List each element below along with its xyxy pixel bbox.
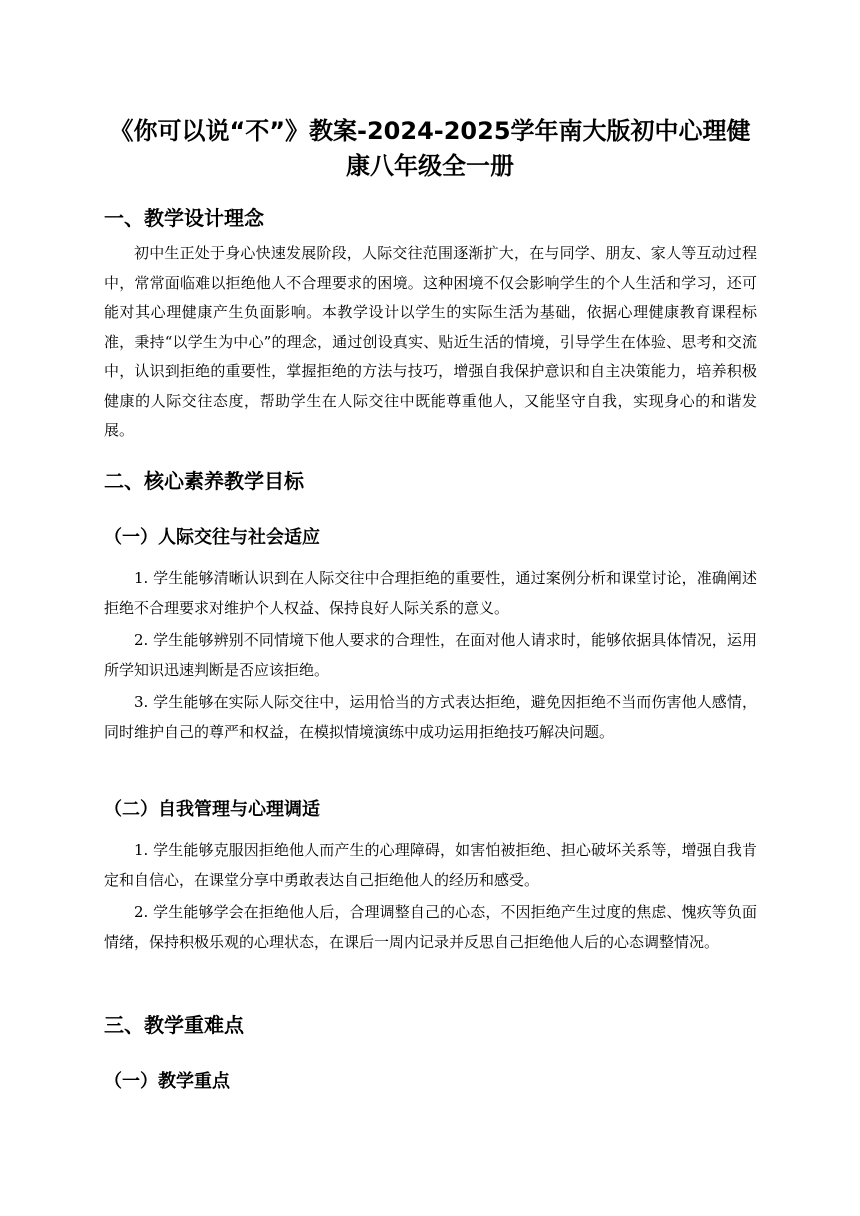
- design-concept-paragraph: 初中生正处于身心快速发展阶段，人际交往范围逐渐扩大，在与同学、朋友、家人等互动过程中，常常面临难以拒绝他人不合理要求的困境。这种困境不仅会影响学生的个人生活和学习，还可能对其心理健康产生负面影响。本教学设计以学生的实际生活为基础，依据心理健康教育课程标准，秉持“以学生为中心”的理念，通过创设真实、贴近生活的情境，引导学生在体验、思考和交流中，认识到拒绝的重要性，掌握拒绝的方法与技巧，增强自我保护意识和自主决策能力，培养积极健康的人际交往态度，帮助学生在人际交往中既能尊重他人，又能坚守自我，实现身心的和谐发展。: [104, 244, 757, 439]
- subsection-heading-self-management: （二）自我管理与心理调适: [104, 799, 320, 820]
- goal-item: 2. 学生能够辨别不同情境下他人要求的合理性，在面对他人请求时，能够依据具体情况，运用所学知识迅速判断是否应该拒绝。: [104, 631, 757, 679]
- section-heading-design-concept: 一、教学设计理念: [104, 206, 264, 230]
- subsection-heading-teaching-focus: （一）教学重点: [104, 1071, 230, 1092]
- goal-item: 1. 学生能够清晰认识到在人际交往中合理拒绝的重要性，通过案例分析和课堂讨论，准确阐述拒绝不合理要求对维护个人权益、保持良好人际关系的意义。: [104, 569, 757, 617]
- goal-item: 2. 学生能够学会在拒绝他人后，合理调整自己的心态，不因拒绝产生过度的焦虑、愧疚等负面情绪，保持积极乐观的心理状态，在课后一周内记录并反思自己拒绝他人后的心态调整情况。: [104, 903, 757, 951]
- goal-item: 3. 学生能够在实际人际交往中，运用恰当的方式表达拒绝，避免因拒绝不当而伤害他人感情，同时维护自己的尊严和权益，在模拟情境演练中成功运用拒绝技巧解决问题。: [104, 693, 757, 741]
- subsection-heading-social-adaptation: （一）人际交往与社会适应: [104, 527, 320, 548]
- document-title: 《你可以说“不”》教案-2024-2025学年南大版初中心理健康八年级全一册: [109, 117, 751, 180]
- goal-item: 1. 学生能够克服因拒绝他人而产生的心理障碍，如害怕被拒绝、担心破坏关系等，增强自我肯定和自信心，在课堂分享中勇敢表达自己拒绝他人的经历和感受。: [104, 841, 757, 889]
- section-heading-core-goals: 二、核心素养教学目标: [104, 469, 304, 493]
- section-heading-key-points: 三、教学重难点: [104, 1013, 244, 1037]
